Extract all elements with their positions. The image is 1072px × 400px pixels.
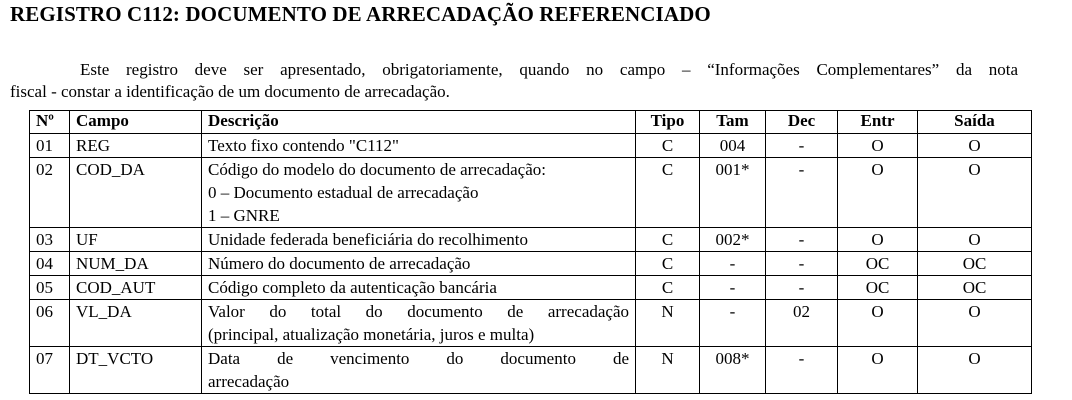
cell-descricao (202, 158, 636, 228)
cell-no: 01 (30, 134, 70, 158)
cell-dec: - (766, 134, 838, 158)
header-saida: Saída (918, 111, 1032, 134)
cell-campo: DT_VCTO (70, 347, 202, 394)
cell-tipo: C (636, 158, 700, 228)
cell-no: 02 (30, 158, 70, 228)
cell-dec: - (766, 276, 838, 300)
descricao-line: Código do modelo do documento de arrecadação: (208, 160, 546, 179)
cell-dec: - (766, 252, 838, 276)
header-descricao: Descrição (202, 111, 636, 134)
cell-tam: 004 (700, 134, 766, 158)
cell-entr: O (838, 300, 918, 347)
cell-descricao (202, 276, 636, 300)
cell-no: 03 (30, 228, 70, 252)
cell-saida: OC (918, 252, 1032, 276)
cell-entr: O (838, 228, 918, 252)
cell-tam: 001* (700, 158, 766, 228)
cell-saida: O (918, 134, 1032, 158)
cell-tipo: C (636, 276, 700, 300)
descricao-line: (principal, atualização monetária, juros e multa) (208, 325, 535, 344)
cell-tam: - (700, 300, 766, 347)
cell-saida: OC (918, 276, 1032, 300)
descricao-line: Texto fixo contendo "C112" (208, 136, 400, 155)
cell-entr: O (838, 158, 918, 228)
cell-descricao (202, 252, 636, 276)
cell-descricao (202, 134, 636, 158)
descricao-line: 0 – Documento estadual de arrecadação (208, 183, 479, 202)
register-table (29, 110, 1032, 394)
header-campo: Campo (70, 111, 202, 134)
cell-no: 05 (30, 276, 70, 300)
cell-campo: COD_AUT (70, 276, 202, 300)
table-row (30, 228, 1032, 252)
cell-tam: - (700, 252, 766, 276)
intro-paragraph (10, 59, 1018, 103)
descricao-line: Código completo da autenticação bancária (208, 278, 497, 297)
table-row (30, 134, 1032, 158)
cell-entr: O (838, 347, 918, 394)
cell-tipo: N (636, 347, 700, 394)
cell-descricao (202, 347, 636, 394)
cell-campo: UF (70, 228, 202, 252)
descricao-line: arrecadação (208, 372, 290, 391)
cell-no: 04 (30, 252, 70, 276)
table-row (30, 158, 1032, 228)
cell-entr: OC (838, 276, 918, 300)
cell-saida: O (918, 347, 1032, 394)
cell-no: 06 (30, 300, 70, 347)
cell-dec: - (766, 158, 838, 228)
cell-tam: - (700, 276, 766, 300)
header-no: Nº (30, 111, 70, 134)
cell-dec: - (766, 228, 838, 252)
table-row (30, 347, 1032, 394)
cell-tipo: C (636, 252, 700, 276)
cell-dec: - (766, 347, 838, 394)
page-title: REGISTRO C112: DOCUMENTO DE ARRECADAÇÃO REFERENCIADO (10, 2, 711, 26)
header-entr: Entr (838, 111, 918, 134)
cell-tipo: C (636, 228, 700, 252)
cell-tipo: N (636, 300, 700, 347)
header-tam: Tam (700, 111, 766, 134)
cell-campo: REG (70, 134, 202, 158)
cell-entr: O (838, 134, 918, 158)
cell-descricao (202, 300, 636, 347)
cell-saida: O (918, 228, 1032, 252)
intro-line-2: fiscal - constar a identificação de um documento de arrecadação. (10, 82, 450, 101)
cell-tipo: C (636, 134, 700, 158)
cell-no: 07 (30, 347, 70, 394)
table-row (30, 252, 1032, 276)
table-header-row (30, 111, 1032, 134)
cell-campo: COD_DA (70, 158, 202, 228)
descricao-line: Unidade federada beneficiária do recolhimento (208, 230, 529, 249)
cell-tam: 008* (700, 347, 766, 394)
cell-saida: O (918, 300, 1032, 347)
cell-campo: NUM_DA (70, 252, 202, 276)
cell-tam: 002* (700, 228, 766, 252)
table-row (30, 276, 1032, 300)
descricao-line: Data de vencimento do documento de (208, 349, 629, 368)
cell-saida: O (918, 158, 1032, 228)
table-row (30, 300, 1032, 347)
header-dec: Dec (766, 111, 838, 134)
descricao-line: Valor do total do documento de arrecadação (208, 302, 629, 321)
cell-dec: 02 (766, 300, 838, 347)
cell-campo: VL_DA (70, 300, 202, 347)
descricao-line: Número do documento de arrecadação (208, 254, 471, 273)
cell-entr: OC (838, 252, 918, 276)
descricao-line: 1 – GNRE (208, 206, 280, 225)
cell-descricao (202, 228, 636, 252)
intro-line-1: Este registro deve ser apresentado, obrigatoriamente, quando no campo – “Informações Complementares” da nota (80, 60, 1018, 79)
header-tipo: Tipo (636, 111, 700, 134)
